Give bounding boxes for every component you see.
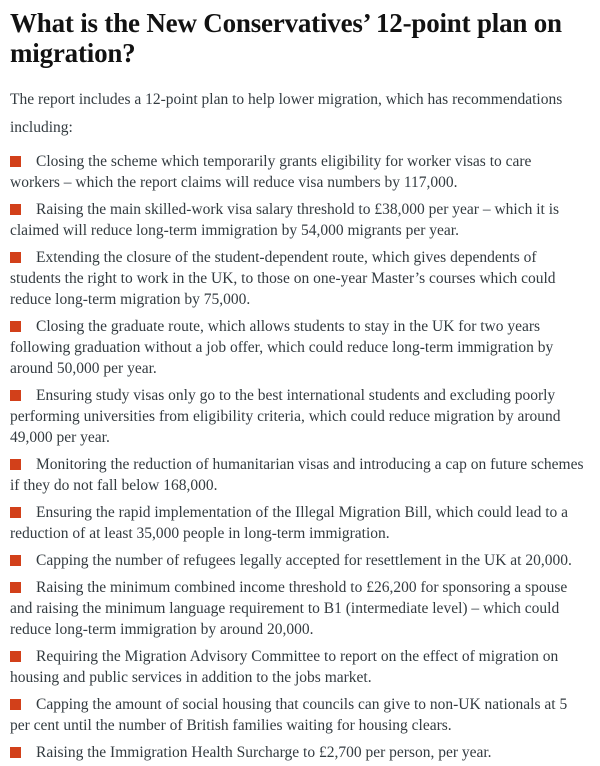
list-item-text: Monitoring the reduction of humanitarian visas and introducing a cap on future schemes if they do not fall below 168,000. xyxy=(10,456,584,494)
bullet-square-icon xyxy=(10,321,21,332)
bullet-square-icon xyxy=(10,390,21,401)
list-item xyxy=(10,646,584,688)
list-item xyxy=(10,199,584,241)
list-item-text: Closing the graduate route, which allows students to stay in the UK for two years following graduation without a job offer, which could reduce long-term immigration by around 50,000 per year. xyxy=(10,318,554,377)
list-item xyxy=(10,742,584,763)
list-item-text: Raising the minimum combined income threshold to £26,200 for sponsoring a spouse and raising the minimum language requirement to B1 (intermediate level) – which could reduce long-term immigration by around 20,000. xyxy=(10,579,568,638)
list-item-text: Raising the Immigration Health Surcharge to £2,700 per person, per year. xyxy=(36,744,492,761)
bullet-square-icon xyxy=(10,699,21,710)
section-heading: What is the New Conservatives’ 12-point plan on migration? xyxy=(10,8,562,68)
list-item-text: Closing the scheme which temporarily grants eligibility for worker visas to care workers – which the report claims will reduce visa numbers by 117,000. xyxy=(10,153,532,191)
list-item xyxy=(10,694,584,736)
list-item xyxy=(10,577,584,640)
list-item xyxy=(10,502,584,544)
list-item xyxy=(10,151,584,193)
bullet-square-icon xyxy=(10,651,21,662)
plan-list xyxy=(10,151,584,763)
list-item xyxy=(10,385,584,448)
list-item xyxy=(10,316,584,379)
list-item xyxy=(10,454,584,496)
bullet-square-icon xyxy=(10,459,21,470)
bullet-square-icon xyxy=(10,204,21,215)
bullet-square-icon xyxy=(10,156,21,167)
bullet-square-icon xyxy=(10,252,21,263)
bullet-square-icon xyxy=(10,582,21,593)
list-item-text: Ensuring the rapid implementation of the Illegal Migration Bill, which could lead to a reduction of at least 35,000 people in long-term immigration. xyxy=(10,504,569,542)
list-item-text: Extending the closure of the student-dependent route, which gives dependents of students the right to work in the UK, to those on one-year Master’s courses which could reduce long-term migration by 75,000. xyxy=(10,249,556,308)
list-item xyxy=(10,247,584,310)
bullet-square-icon xyxy=(10,507,21,518)
bullet-square-icon xyxy=(10,555,21,566)
intro-paragraph: The report includes a 12-point plan to help lower migration, which has recommendations including: xyxy=(10,91,563,136)
list-item-text: Capping the number of refugees legally accepted for resettlement in the UK at 20,000. xyxy=(36,552,572,569)
list-item-text: Ensuring study visas only go to the best international students and excluding poorly performing universities from eligibility criteria, which could reduce migration by around 49,000 per year. xyxy=(10,387,561,446)
list-item-text: Requiring the Migration Advisory Committee to report on the effect of migration on housing and public services in addition to the jobs market. xyxy=(10,648,559,686)
bullet-square-icon xyxy=(10,747,21,758)
list-item-text: Capping the amount of social housing that councils can give to non-UK nationals at 5 per cent until the number of British families waiting for housing clears. xyxy=(10,696,568,734)
list-item xyxy=(10,550,584,571)
list-item-text: Raising the main skilled-work visa salary threshold to £38,000 per year – which it is claimed will reduce long-term immigration by 54,000 migrants per year. xyxy=(10,201,560,239)
